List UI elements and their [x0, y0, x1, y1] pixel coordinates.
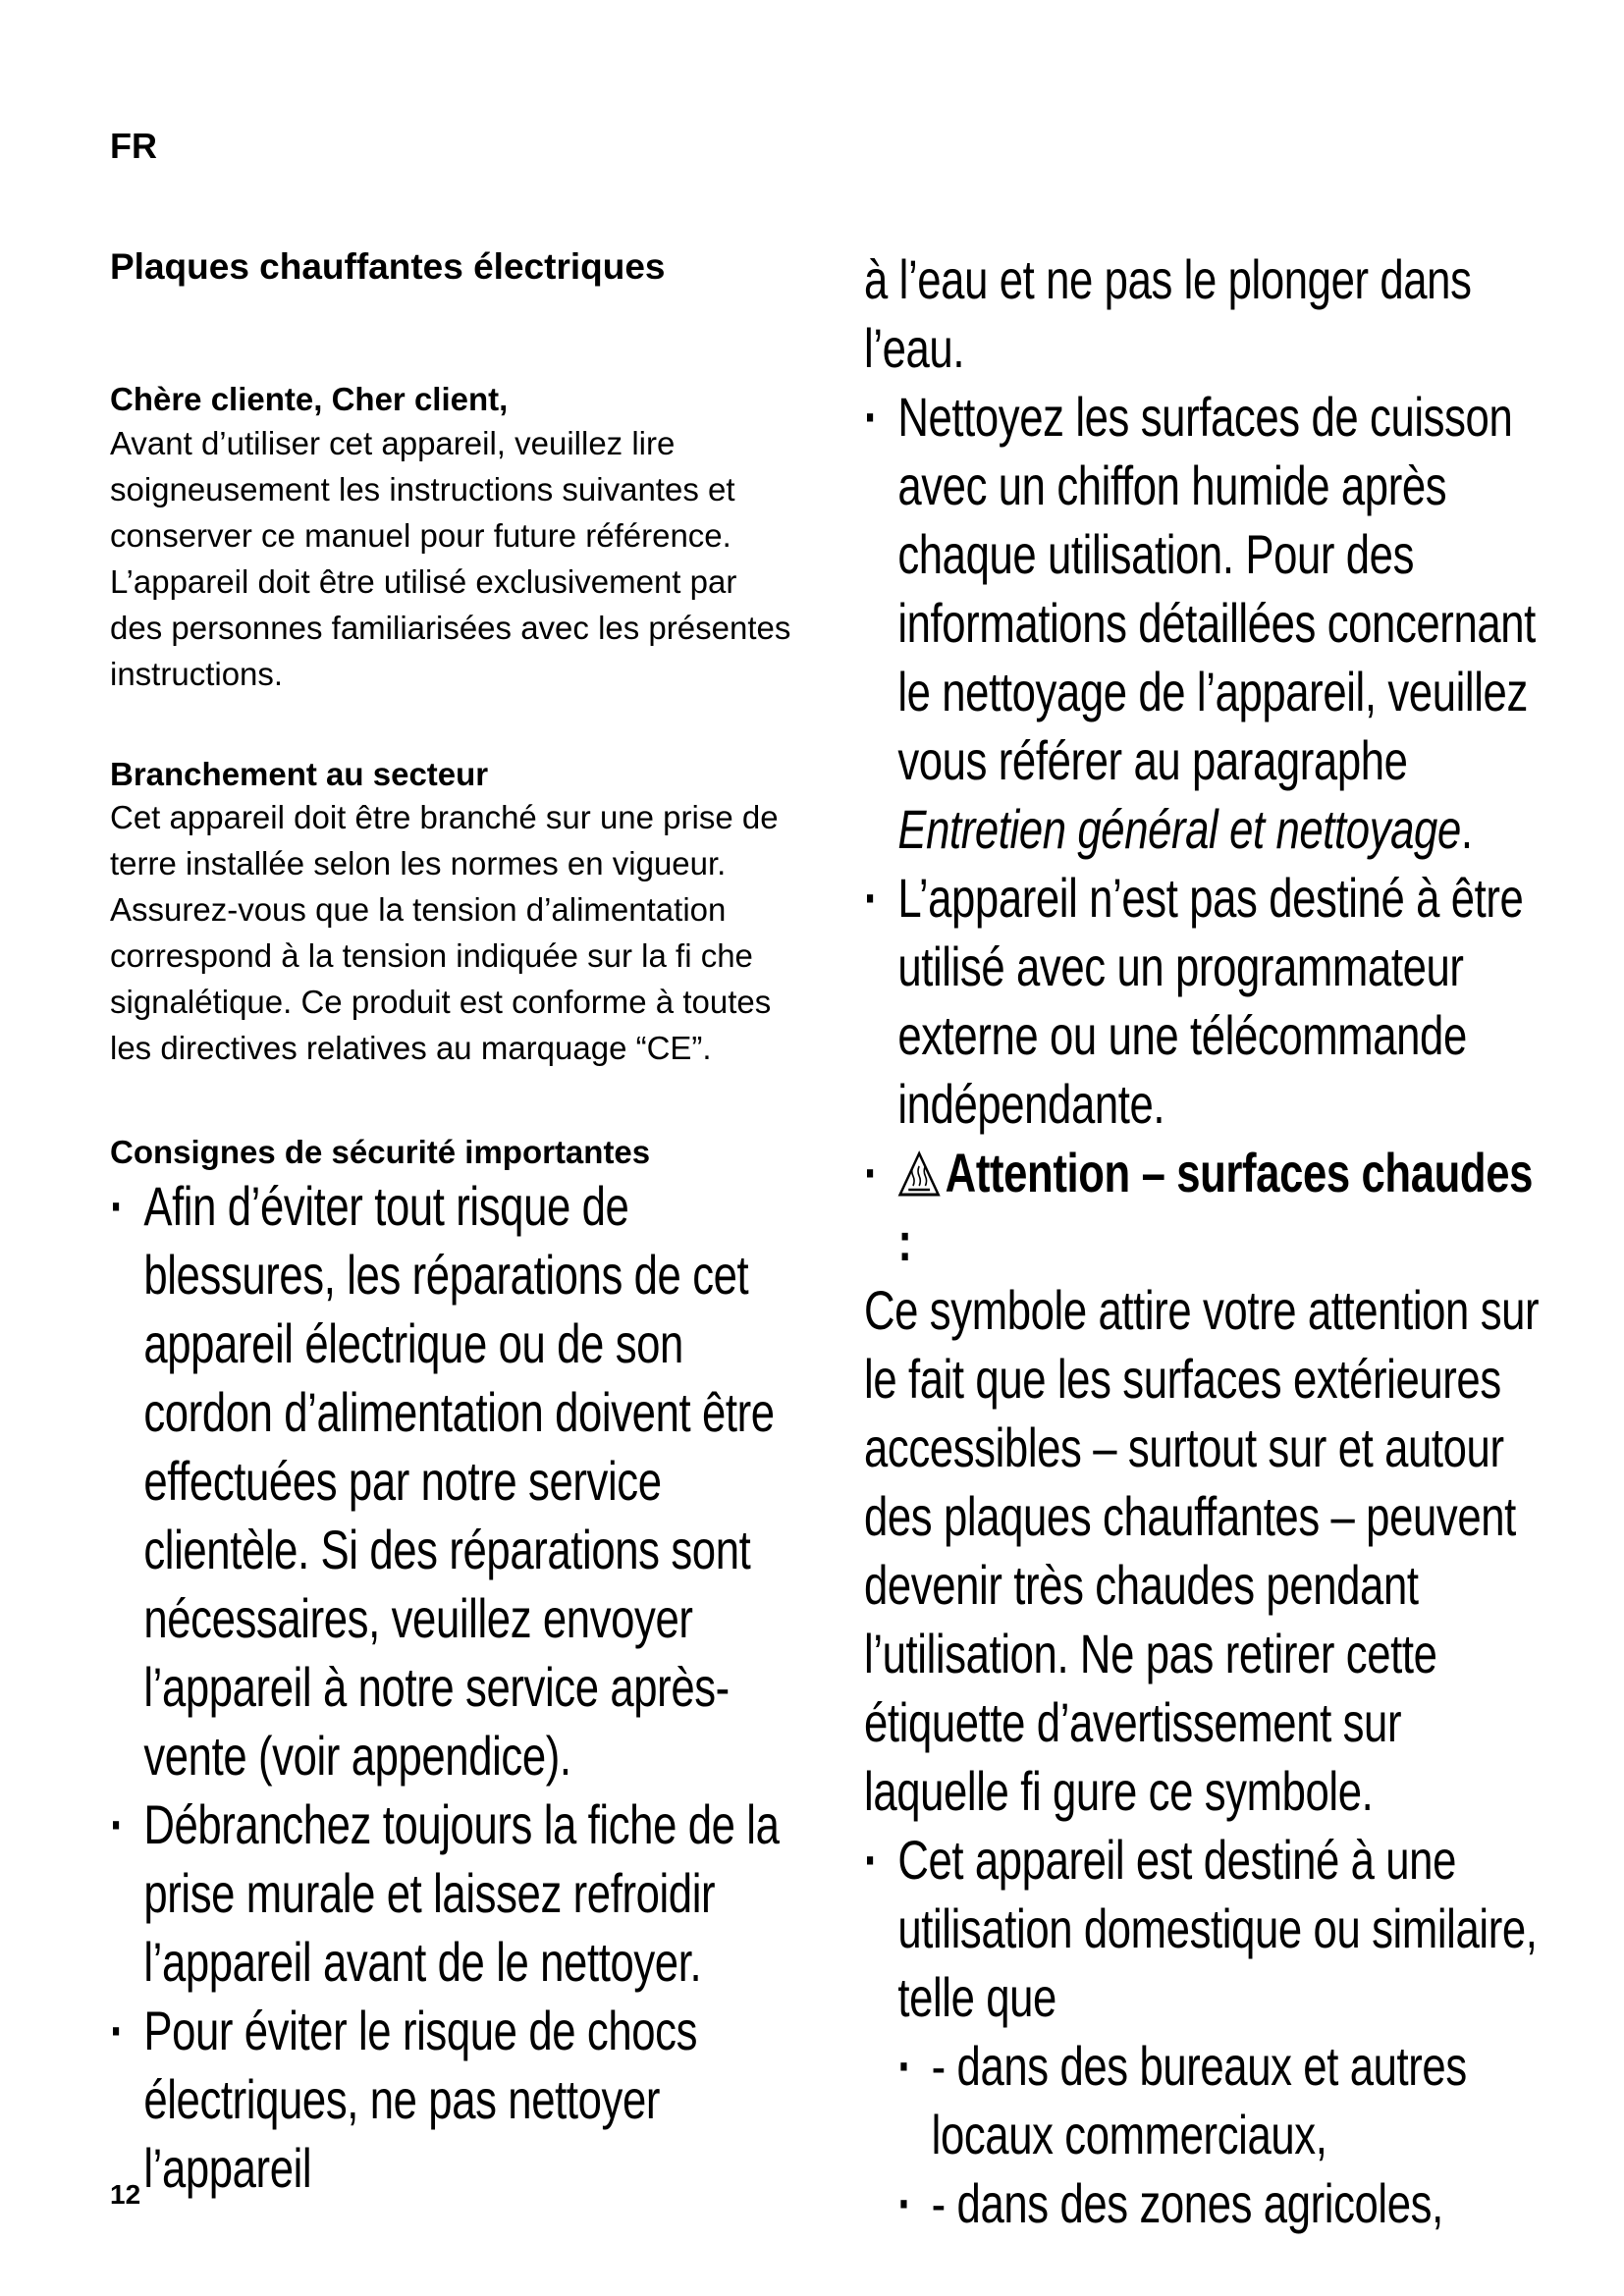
power-paragraph-1: Cet appareil doit être branché sur une prise de terre installée selon les normes en vigueur.: [110, 798, 779, 881]
cleaning-reference: Entretien général et nettoyage: [897, 798, 1461, 860]
continuation-text: à l’eau et ne pas le plonger dans l’eau.: [864, 248, 1472, 379]
safety-item-hot-surfaces: [864, 1139, 1550, 1826]
safety-heading: Consignes de sécurité importantes: [110, 1133, 651, 1170]
right-list: [864, 245, 1550, 2238]
language-code: FR: [110, 126, 157, 166]
domestic-text: Cet appareil est destiné à une utilisation domestique ou similaire, telle que: [897, 1829, 1538, 2028]
warning-text: Ce symbole attire votre attention sur le fait que les surfaces extérieures accessibles – surtout sur et autour des plaques chauffantes – peuvent devenir très chaudes pendant l’utilisation. Ne pas retirer cette étiquette d’avertissement sur laquelle fi gure ce symbole.: [864, 1279, 1540, 1822]
safety-list: [110, 1172, 796, 2203]
safety-item-programmer: · L’appareil n’est pas destiné à être utilisé avec un programmateur externe ou une télécommande indépendante.: [864, 864, 1550, 1139]
safety-item: · Afin d’éviter tout risque de blessures, les réparations de cet appareil électrique ou de son cordon d’alimentation doivent être effectuées par notre service clientèle. Si des réparations sont nécessaires, veuillez envoyer l’appareil à notre service après-vente (voir appendice).: [110, 1172, 796, 1790]
safety-item: · Débranchez toujours la fiche de la prise murale et laissez refroidir l’appareil avant de le nettoyer.: [110, 1790, 796, 1997]
power-heading: Branchement au secteur: [110, 755, 489, 792]
greeting-heading: Chère cliente, Cher client,: [110, 381, 509, 418]
left-column: [110, 245, 797, 2203]
warning-title: Attention – surfaces chaudes :: [897, 1142, 1534, 1272]
page-number: 12: [110, 2179, 141, 2210]
page-title: Plaques chauffantes électriques: [110, 246, 666, 287]
cleaning-text: Nettoyez les surfaces de cuisson avec un chiffon humide après chaque utilisation. Pour des informations détaillées concernant le nettoyage de l’appareil, veuillez vous référer au paragraphe: [897, 386, 1536, 791]
hot-surface-warning-icon: [897, 1145, 941, 1192]
right-column: [864, 245, 1551, 2238]
safety-item-cleaning: [864, 383, 1550, 864]
cleaning-end: .: [1460, 798, 1473, 860]
domestic-use-item: · - dans des zones agricoles,: [897, 2169, 1550, 2238]
safety-item: · Pour éviter le risque de chocs électriques, ne pas nettoyer l’appareil: [110, 1997, 796, 2203]
safety-item-domestic: [864, 1826, 1550, 2238]
domestic-use-item: · - dans des bureaux et autres locaux commerciaux,: [897, 2032, 1550, 2169]
intro-paragraph: Avant d’utiliser cet appareil, veuillez lire soigneusement les instructions suivantes et conserver ce manuel pour future référence. L’appareil doit être utilisé exclusivement par des personnes familiarisées avec les présentes instructions.: [110, 424, 791, 692]
power-paragraph-2: Assurez-vous que la tension d’alimentation correspond à la tension indiquée sur la fi che signalétique. Ce produit est conforme à toutes les directives relatives au marquage “CE”.: [110, 890, 772, 1066]
